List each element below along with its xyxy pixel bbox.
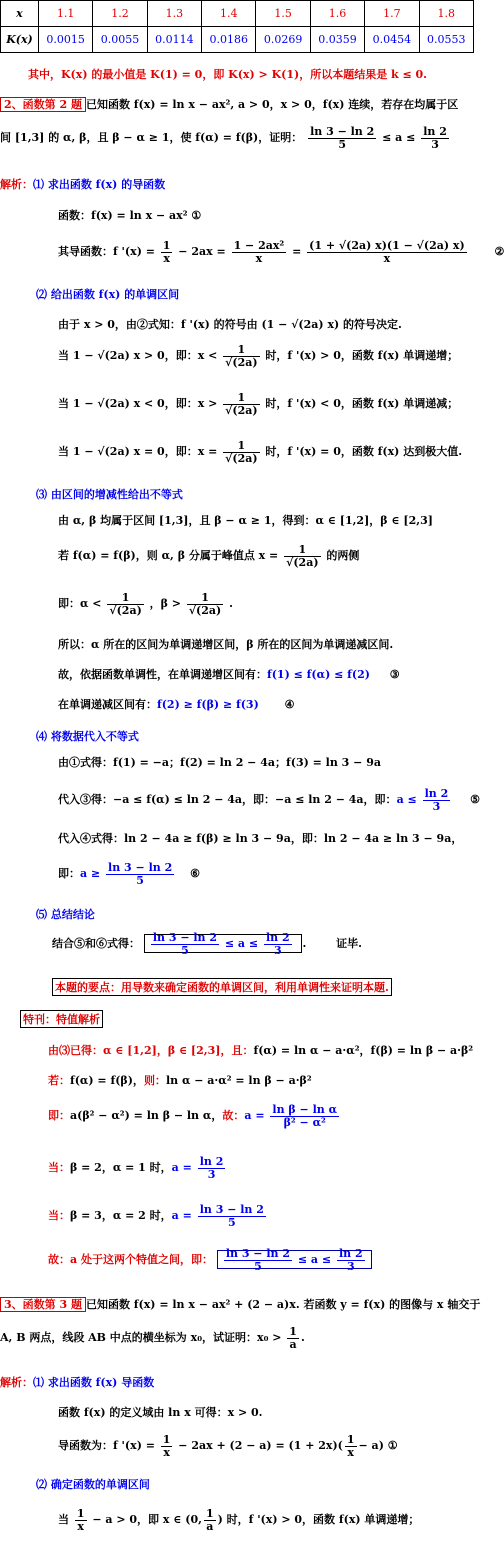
problem3-statement-line2: A, B 两点，线段 AB 中点的横坐标为 x₀，试证明：x₀ > $\frac{1}{a}$ . [0, 1325, 305, 1351]
problem3-statement-line1 [0, 1296, 480, 1312]
text-line: 若 f(α) = f(β)，则 α, β 分属于峰值点 x = $\frac{1}{√(2a)}$ 的两侧 [58, 543, 360, 569]
special-line: 当：β = 3，α = 2 时，a = $\frac{\ln 3 - \ln 2}{5}$ [48, 1203, 264, 1229]
table-cell: 0.0269 [256, 27, 310, 53]
section-title: ⑶ 由区间的增减性给出不等式 [36, 488, 183, 501]
table-cell: 1.6 [310, 1, 364, 27]
fraction: $\frac{1}{√(2a)}$ [188, 591, 222, 617]
problem2-statement-line1 [0, 96, 458, 112]
section-title: ⑵ 给出函数 f(x) 的单调区间 [36, 288, 180, 301]
table-cell: 0.0454 [365, 27, 419, 53]
fraction: $\frac{1}{√(2a)}$ [225, 391, 258, 417]
special-line: 当：β = 2，α = 1 时，a = $\frac{\ln 2}{3}$ [48, 1155, 224, 1181]
table-cell: 1.8 [419, 1, 473, 27]
text-line: 所以：α 所在的区间为单调递增区间，β 所在的区间为单调递减区间. [58, 638, 394, 651]
fraction: $\frac{\ln 2}{3}$ [265, 931, 290, 957]
fraction: $\frac{1}{√(2a)}$ [109, 591, 142, 617]
problem2-stmt1: 已知函数 f(x) = ln x − ax², a > 0，x > 0，f(x) 连续，若存在均属于区 [85, 98, 459, 111]
jiexi-line [0, 1374, 154, 1390]
table-header-x: x [1, 1, 39, 27]
fraction: $\frac{1}{x}$ [162, 1433, 171, 1459]
table-cell: 0.0114 [147, 27, 201, 53]
conclusion-line: 其中，K(x) 的最小值是 K(1) = 0，即 K(x) > K(1)，所以本题结果是 k ≤ 0. [28, 68, 428, 81]
text-line: 由 α, β 均属于区间 [1,3]，且 β − α ≥ 1，得到：α ∈ [1,2]，β ∈ [2,3] [58, 514, 433, 527]
table-cell: 1.3 [147, 1, 201, 27]
text-line: 当 1 − √(2a) x > 0，即：x < $\frac{1}{√(2a)}$ 时，f '(x) > 0，函数 f(x) 单调递增； [58, 343, 459, 369]
fraction: $\frac{\ln 3 - \ln 2}{5}$ [108, 861, 173, 887]
fraction: $\frac{1}{√(2a)}$ [225, 343, 258, 369]
fraction: $\frac{1}{x}$ [162, 239, 171, 265]
special-line: 若：f(α) = f(β)，则：ln α − a·α² = ln β − a·β² [48, 1074, 312, 1087]
text-line: 当 $\frac{1}{x}$ − a > 0，即 x ∈ (0, $\frac{1}{a}$ ) 时，f '(x) > 0，函数 f(x) 单调递增； [58, 1507, 420, 1533]
table-cell: 1.4 [202, 1, 256, 27]
fraction: $\frac{\ln 3 - \ln 2}{5}$ [310, 125, 375, 151]
text-line: 代入③得：−a ≤ f(α) ≤ ln 2 − 4a，即：−a ≤ ln 2 − 4a，即：a ≤ $\frac{\ln 2}{3}$ ⑤ [58, 787, 480, 813]
key-point-box: 本题的要点：用导数来确定函数的单调区间，利用单调性来证明本题. [52, 978, 392, 996]
fraction: $\frac{1}{a}$ [205, 1507, 214, 1533]
boxed-result: $\frac{\ln 3 - \ln 2}{5}$ ≤ a ≤ $\frac{\ln 2}{3}$ [217, 1250, 372, 1269]
text-line: 当 1 − √(2a) x = 0，即：x = $\frac{1}{√(2a)}$ 时，f '(x) = 0，函数 f(x) 达到极大值. [58, 439, 463, 465]
text-line: 即：a ≥ $\frac{\ln 3 - \ln 2}{5}$ ⑥ [58, 861, 200, 887]
fraction: $\frac{\ln 2}{3}$ [199, 1155, 224, 1181]
fraction: $\frac{\ln 3 - \ln 2}{5}$ [152, 931, 218, 957]
text-line: 代入④式得：ln 2 − 4a ≥ f(β) ≥ ln 3 − 9a，即：ln 2 − 4a ≥ ln 3 − 9a， [58, 832, 463, 845]
table-cell: 1.5 [256, 1, 310, 27]
derivative-line: 其导函数：f '(x) = $\frac{1}{x}$ − 2ax = $\frac{\text{1 − 2ax²}}{x}$ = $\frac{(1 + √(2a) x)(1 - √(2a) x)}{x}$ ② [58, 239, 504, 265]
section-title: ⑴ 求出函数 f(x) 的导函数 [33, 178, 166, 191]
table-row-k [1, 27, 474, 53]
section-title: ⑵ 确定函数的单调区间 [36, 1478, 150, 1491]
table-cell: 0.0055 [93, 27, 147, 53]
table-cell: 1.2 [93, 1, 147, 27]
fraction: $\frac{\ln 3 - \ln 2}{5}$ [225, 1247, 291, 1273]
jiexi-line [0, 176, 165, 192]
text-line: 导函数为：f '(x) = $\frac{1}{x}$ − 2ax + (2 − a) = (1 + 2x)( $\frac{1}{x}$ − a) ① [58, 1433, 398, 1459]
fraction: $\frac{\text{1 − 2ax²}}{x}$ [233, 239, 285, 265]
jiexi-label: 解析： [0, 1376, 33, 1389]
func-def: 函数：f(x) = ln x − ax² ① [58, 209, 202, 222]
text-line: 在单调递减区间有：f(2) ≥ f(β) ≥ f(3) ④ [58, 698, 295, 711]
fraction: $\frac{1}{x}$ [76, 1507, 85, 1533]
table-cell: 1.7 [365, 1, 419, 27]
problem3-tag: 3、函数第 3 题 [0, 1297, 86, 1312]
text-line: 即：α < $\frac{1}{√(2a)}$ ，β > $\frac{1}{√(2a)}$ . [58, 591, 233, 617]
special-line: 即：a(β² − α²) = ln β − ln α，故：a = $\frac{\text{ln β − ln α}}{\text{β² − α²}}$ [48, 1103, 338, 1129]
k-value-table [0, 0, 474, 53]
table-cell: 0.0359 [310, 27, 364, 53]
fraction: $\frac{1}{√(2a)}$ [286, 543, 319, 569]
jiexi-label: 解析： [0, 178, 33, 191]
section-title: ⑷ 将数据代入不等式 [36, 730, 139, 743]
table-row-x [1, 1, 474, 27]
table-cell: 0.0015 [38, 27, 92, 53]
text-line: 由①式得：f(1) = −a；f(2) = ln 2 − 4a；f(3) = ln 3 − 9a [58, 756, 381, 769]
boxed-result: $\frac{\ln 3 - \ln 2}{5}$ ≤ a ≤ $\frac{\ln 2}{3}$ [144, 934, 303, 953]
table-cell: 0.0186 [202, 27, 256, 53]
fraction: $\frac{\ln 3 - \ln 2}{5}$ [199, 1203, 264, 1229]
problem3-stmt1: 已知函数 f(x) = ln x − ax² + (2 − a)x. 若函数 y = f(x) 的图像与 x 轴交于 [85, 1298, 481, 1311]
fraction: $\frac{(1 + √(2a) x)(1 - √(2a) x)}{x}$ [309, 239, 465, 265]
problem2-tag: 2、函数第 2 题 [0, 97, 86, 112]
problem2-stmt2: 间 [1,3] 的 α, β，且 β − α ≥ 1，使 f(α) = f(β)，证明： [0, 131, 303, 145]
special-tag: 特刊：特值解析 [20, 1010, 103, 1028]
fraction: $\frac{1}{a}$ [289, 1325, 297, 1351]
text-line: 函数 f(x) 的定义域由 ln x 可得：x > 0. [58, 1406, 263, 1419]
problem2-statement-line2: 间 [1,3] 的 α, β，且 β − α ≥ 1，使 f(α) = f(β)，证明： $\frac{\ln 3 - \ln 2}{5}$ ≤ a ≤ $\frac{\ln 2}{3}$ [0, 125, 447, 151]
fraction: $\frac{\ln 2}{3}$ [423, 125, 447, 151]
table-header-k: K(x) [1, 27, 39, 53]
section-title: ⑴ 求出函数 f(x) 导函数 [33, 1376, 155, 1389]
text-line: 由于 x > 0，由②式知：f '(x) 的符号由 (1 − √(2a) x) 的符号决定. [58, 318, 402, 331]
special-line: 故：a 处于这两个特值之间，即： $\frac{\ln 3 - \ln 2}{5}$ ≤ a ≤ $\frac{\ln 2}{3}$ [48, 1248, 372, 1272]
conclusion-formula: 结合⑤和⑥式得： $\frac{\ln 3 - \ln 2}{5}$ ≤ a ≤ $\frac{\ln 2}{3}$ . 证毕. [52, 931, 363, 957]
text-line: 当 1 − √(2a) x < 0，即：x > $\frac{1}{√(2a)}$ 时，f '(x) < 0，函数 f(x) 单调递减； [58, 391, 459, 417]
table-cell: 0.0553 [419, 27, 473, 53]
fraction: $\frac{\ln 2}{3}$ [424, 787, 449, 813]
section-title: ⑸ 总结结论 [36, 908, 95, 921]
special-line: 由⑶已得：α ∈ [1,2]，β ∈ [2,3]，且：f(α) = ln α − a·α²，f(β) = ln β − a·β² [48, 1044, 474, 1057]
fraction: $\frac{\text{ln β − ln α}}{\text{β² − α²}}$ [272, 1103, 338, 1129]
fraction: $\frac{1}{√(2a)}$ [225, 439, 258, 465]
fraction: $\frac{1}{x}$ [346, 1433, 355, 1459]
fraction: $\frac{\ln 2}{3}$ [338, 1247, 363, 1273]
text-line: 故，依据函数单调性，在单调递增区间有：f(1) ≤ f(α) ≤ f(2) ③ [58, 668, 400, 681]
table-cell: 1.1 [38, 1, 92, 27]
